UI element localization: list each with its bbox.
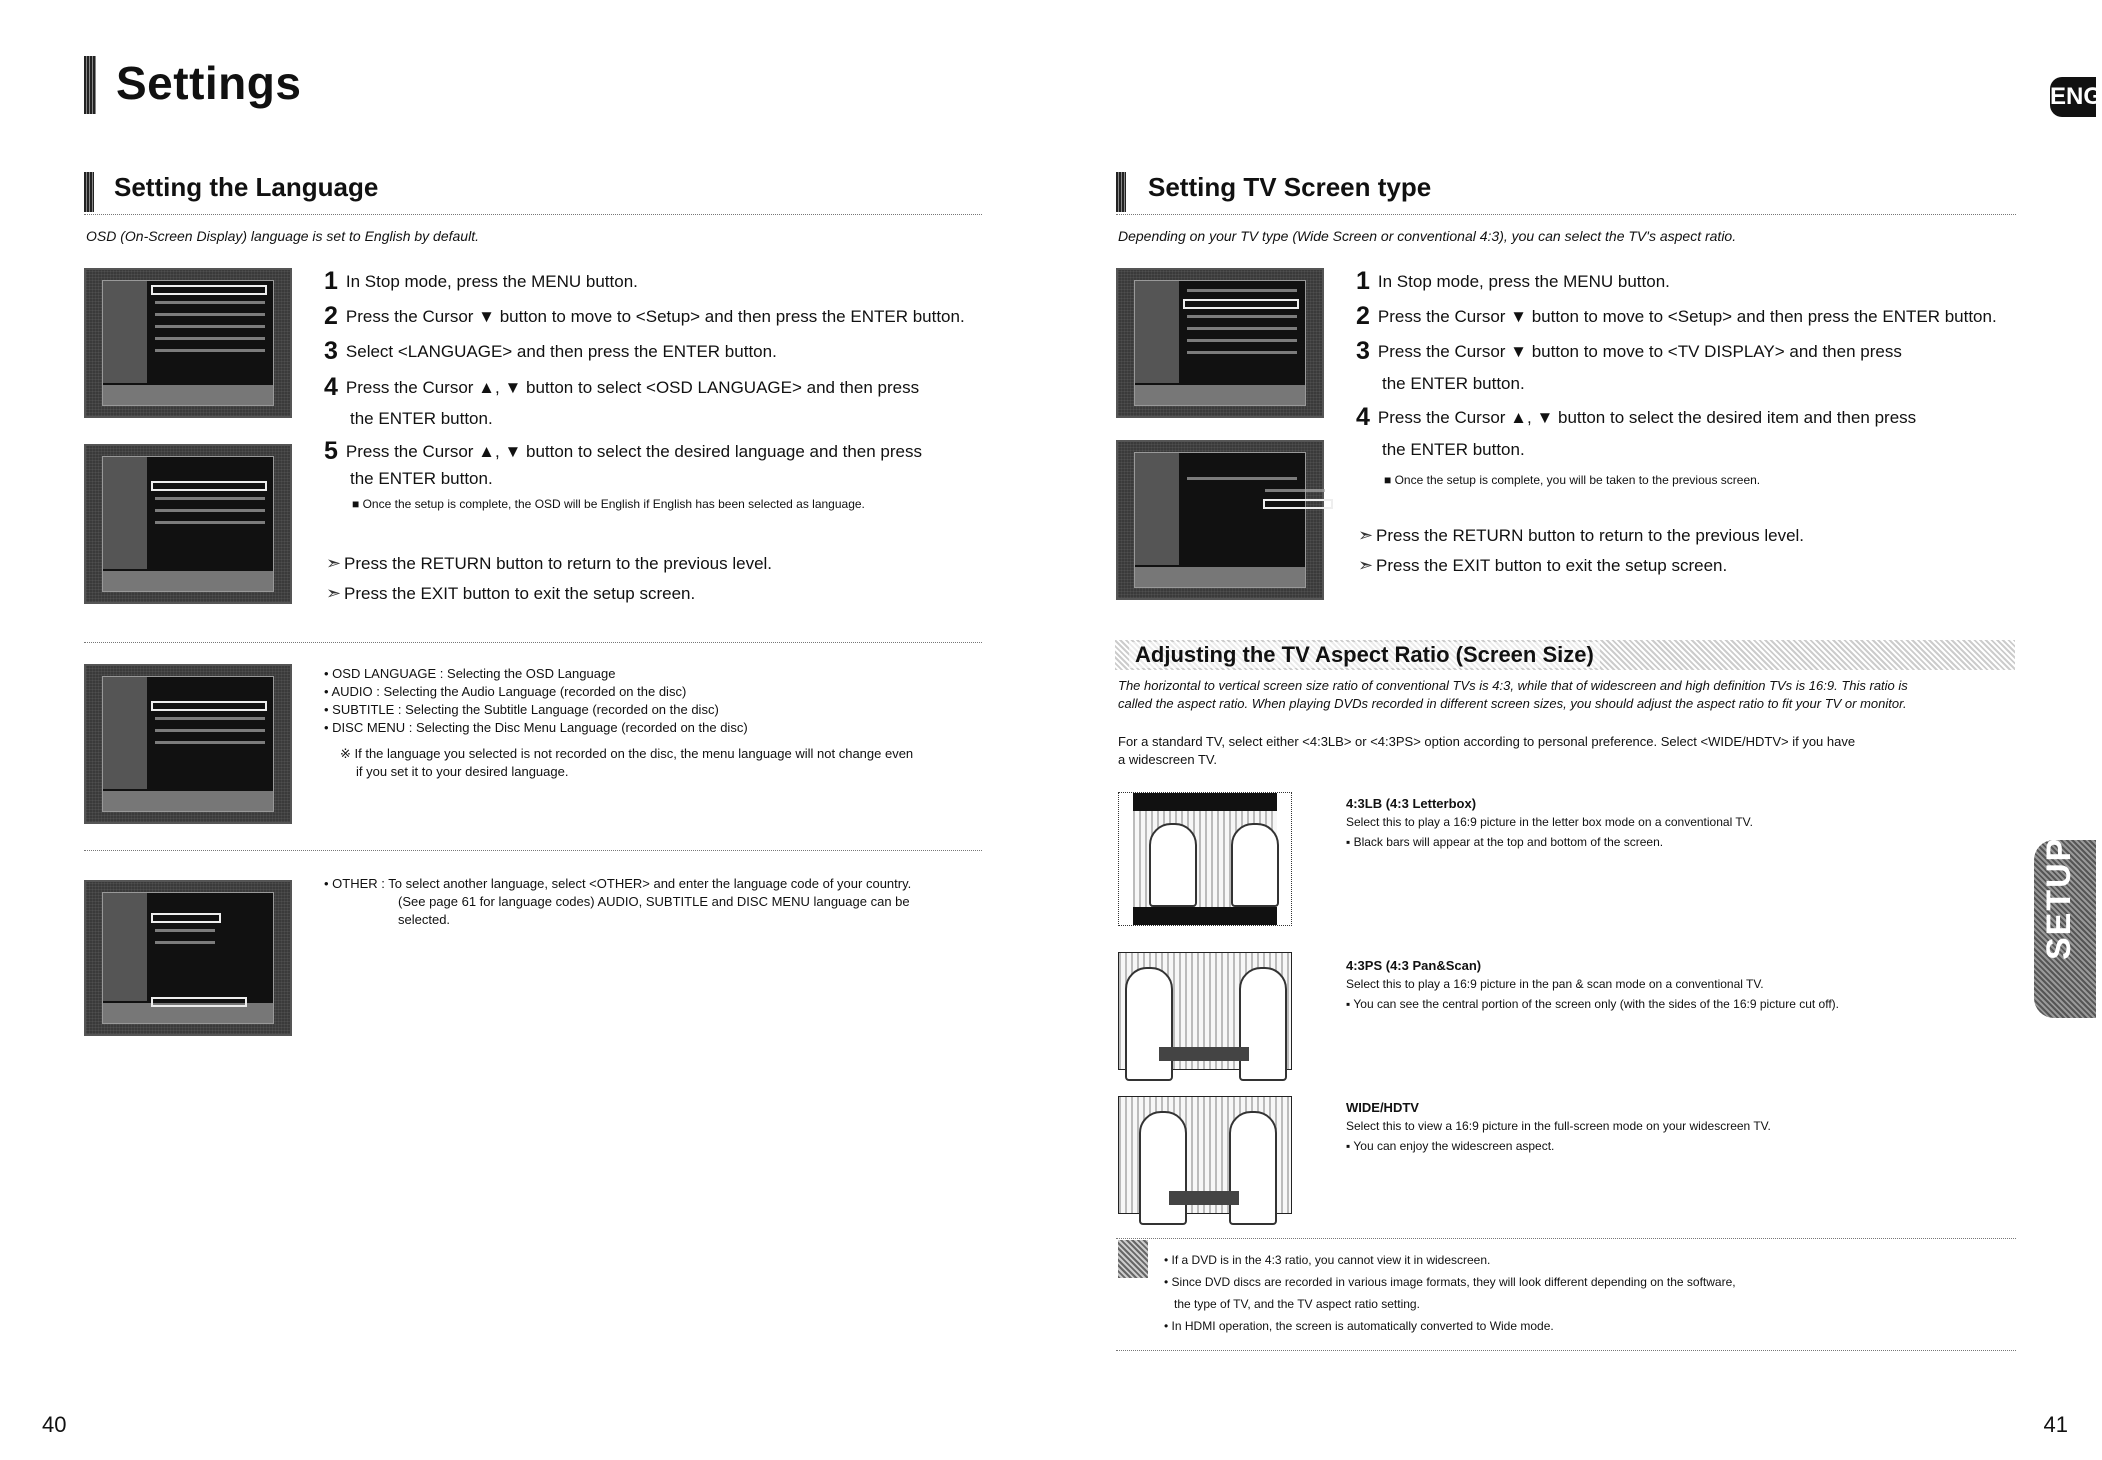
mode-wide-title: WIDE/HDTV xyxy=(1346,1100,1419,1115)
left-step-1: 1 In Stop mode, press the MENU button. xyxy=(324,267,638,295)
letterbox-illustration xyxy=(1118,792,1292,926)
page-number-right: 41 xyxy=(2043,1412,2068,1437)
aspect-intro-2: called the aspect ratio. When playing DVDs recorded in different screen sizes, you should adjust the aspect ratio to fit your TV or monitor. xyxy=(1118,696,1907,711)
right-return-note: ➣ Press the RETURN button to return to the previous level. xyxy=(1358,525,1805,545)
right-step-4: 4 Press the Cursor ▲, ▼ button to select the desired item and then press xyxy=(1356,403,1917,431)
left-heading-rule xyxy=(84,214,982,215)
notes-bottom-rule xyxy=(1116,1350,2016,1351)
mode-ps-title: 4:3PS (4:3 Pan&Scan) xyxy=(1346,958,1482,973)
left-heading-mark xyxy=(84,172,94,212)
setup-side-tab xyxy=(2034,836,2096,1018)
title-bar-mark xyxy=(84,56,96,114)
osd-screenshot-other xyxy=(84,880,292,1036)
notes-top-rule xyxy=(1116,1238,2016,1239)
mode-wide-desc: Select this to view a 16:9 picture in the full-screen mode on your widescreen TV. xyxy=(1346,1119,1771,1133)
right-heading-rule xyxy=(1116,214,2016,215)
arrow-icon: ➣ xyxy=(1358,525,1374,545)
right-heading: Setting TV Screen type xyxy=(1148,172,1432,202)
left-step-4: 4 Press the Cursor ▲, ▼ button to select <OSD LANGUAGE> and then press xyxy=(324,373,920,401)
setup-tab-label: SETUP xyxy=(2040,836,2078,960)
left-intro: OSD (On-Screen Display) language is set to English by default. xyxy=(86,228,479,244)
left-exit-note: ➣ Press the EXIT button to exit the setup screen. xyxy=(326,583,696,603)
left-step-4b: the ENTER button. xyxy=(350,409,493,428)
left-bullet-3: • SUBTITLE : Selecting the Subtitle Language (recorded on the disc) xyxy=(324,702,719,717)
left-step-5: 5 Press the Cursor ▲, ▼ button to select the desired language and then press xyxy=(324,437,922,465)
left-other-3: selected. xyxy=(398,912,451,927)
left-bullet-4: • DISC MENU : Selecting the Disc Menu Language (recorded on the disc) xyxy=(324,720,748,735)
right-step-3: 3 Press the Cursor ▼ button to move to <TV DISPLAY> and then press xyxy=(1356,337,1902,365)
note-1: • If a DVD is in the 4:3 ratio, you cannot view it in widescreen. xyxy=(1164,1253,1491,1267)
left-other-2: (See page 61 for language codes) AUDIO, SUBTITLE and DISC MENU language can be xyxy=(398,894,910,909)
widescreen-illustration xyxy=(1118,1096,1292,1214)
left-divider-2 xyxy=(84,850,982,851)
right-step-2: 2 Press the Cursor ▼ button to move to <Setup> and then press the ENTER button. xyxy=(1356,302,1997,330)
panscan-illustration xyxy=(1118,952,1292,1070)
aspect-standard-1: For a standard TV, select either <4:3LB> or <4:3PS> option according to personal preference. Select <WIDE/HDTV> if you have xyxy=(1118,734,1856,749)
right-step-4b: the ENTER button. xyxy=(1382,440,1525,459)
aspect-section-title: Adjusting the TV Aspect Ratio (Screen Size) xyxy=(1129,642,1600,668)
mode-ps-bullet: ▪ You can see the central portion of the screen only (with the sides of the 16:9 picture cut off). xyxy=(1346,997,1839,1011)
tv-screenshot-display xyxy=(1116,440,1324,600)
mode-lb-desc: Select this to play a 16:9 picture in the letter box mode on a conventional TV. xyxy=(1346,815,1753,829)
right-intro: Depending on your TV type (Wide Screen or conventional 4:3), you can select the TV's aspect ratio. xyxy=(1118,228,1737,244)
left-bullet-note-1: ※ If the language you selected is not recorded on the disc, the menu language will not change even xyxy=(340,746,914,761)
note-3: the type of TV, and the TV aspect ratio setting. xyxy=(1174,1297,1420,1311)
left-divider-1 xyxy=(84,642,982,643)
left-bullet-note-2: if you set it to your desired language. xyxy=(356,764,569,779)
left-bullet-2: • AUDIO : Selecting the Audio Language (recorded on the disc) xyxy=(324,684,687,699)
osd-screenshot-setup xyxy=(84,268,292,418)
left-return-note: ➣ Press the RETURN button to return to the previous level. xyxy=(326,553,773,573)
mode-lb-title: 4:3LB (4:3 Letterbox) xyxy=(1346,796,1477,811)
mode-lb-bullet: ▪ Black bars will appear at the top and bottom of the screen. xyxy=(1346,835,1664,849)
mode-ps-desc: Select this to play a 16:9 picture in the pan & scan mode on a conventional TV. xyxy=(1346,977,1764,991)
osd-screenshot-language xyxy=(84,444,292,604)
left-other-1: • OTHER : To select another language, select <OTHER> and enter the language code of your country. xyxy=(324,876,912,891)
page-title: Settings xyxy=(116,57,302,109)
left-heading: Setting the Language xyxy=(114,172,379,202)
aspect-intro-1: The horizontal to vertical screen size ratio of conventional TVs is 4:3, while that of widescreen and high definition TVs is 16:9. This ratio is xyxy=(1118,678,1908,693)
left-step-3: 3 Select <LANGUAGE> and then press the ENTER button. xyxy=(324,337,777,365)
mode-wide-bullet: ▪ You can enjoy the widescreen aspect. xyxy=(1346,1139,1555,1153)
note-2: • Since DVD discs are recorded in various image formats, they will look different depending on the software, xyxy=(1164,1275,1736,1289)
tv-screenshot-setup xyxy=(1116,268,1324,418)
right-step-3b: the ENTER button. xyxy=(1382,374,1525,393)
right-step-1: 1 In Stop mode, press the MENU button. xyxy=(1356,267,1670,295)
arrow-icon: ➣ xyxy=(1358,555,1374,575)
left-step-note: ■ Once the setup is complete, the OSD will be English if English has been selected as language. xyxy=(352,497,865,511)
arrow-icon: ➣ xyxy=(326,583,342,603)
right-exit-note: ➣ Press the EXIT button to exit the setup screen. xyxy=(1358,555,1728,575)
aspect-section-band xyxy=(1115,640,2015,670)
note-4: • In HDMI operation, the screen is automatically converted to Wide mode. xyxy=(1164,1319,1554,1333)
language-tab-eng: ENG xyxy=(2050,77,2096,117)
aspect-standard-2: a widescreen TV. xyxy=(1118,752,1218,767)
left-bullet-1: • OSD LANGUAGE : Selecting the OSD Language xyxy=(324,666,616,681)
left-step-5b: the ENTER button. xyxy=(350,469,493,488)
note-icon xyxy=(1118,1240,1148,1278)
left-step-2: 2 Press the Cursor ▼ button to move to <Setup> and then press the ENTER button. xyxy=(324,302,965,330)
arrow-icon: ➣ xyxy=(326,553,342,573)
page-number-left: 40 xyxy=(42,1412,67,1437)
right-heading-mark xyxy=(1116,172,1126,212)
right-step-note: ■ Once the setup is complete, you will be taken to the previous screen. xyxy=(1384,473,1761,487)
osd-screenshot-language-list xyxy=(84,664,292,824)
